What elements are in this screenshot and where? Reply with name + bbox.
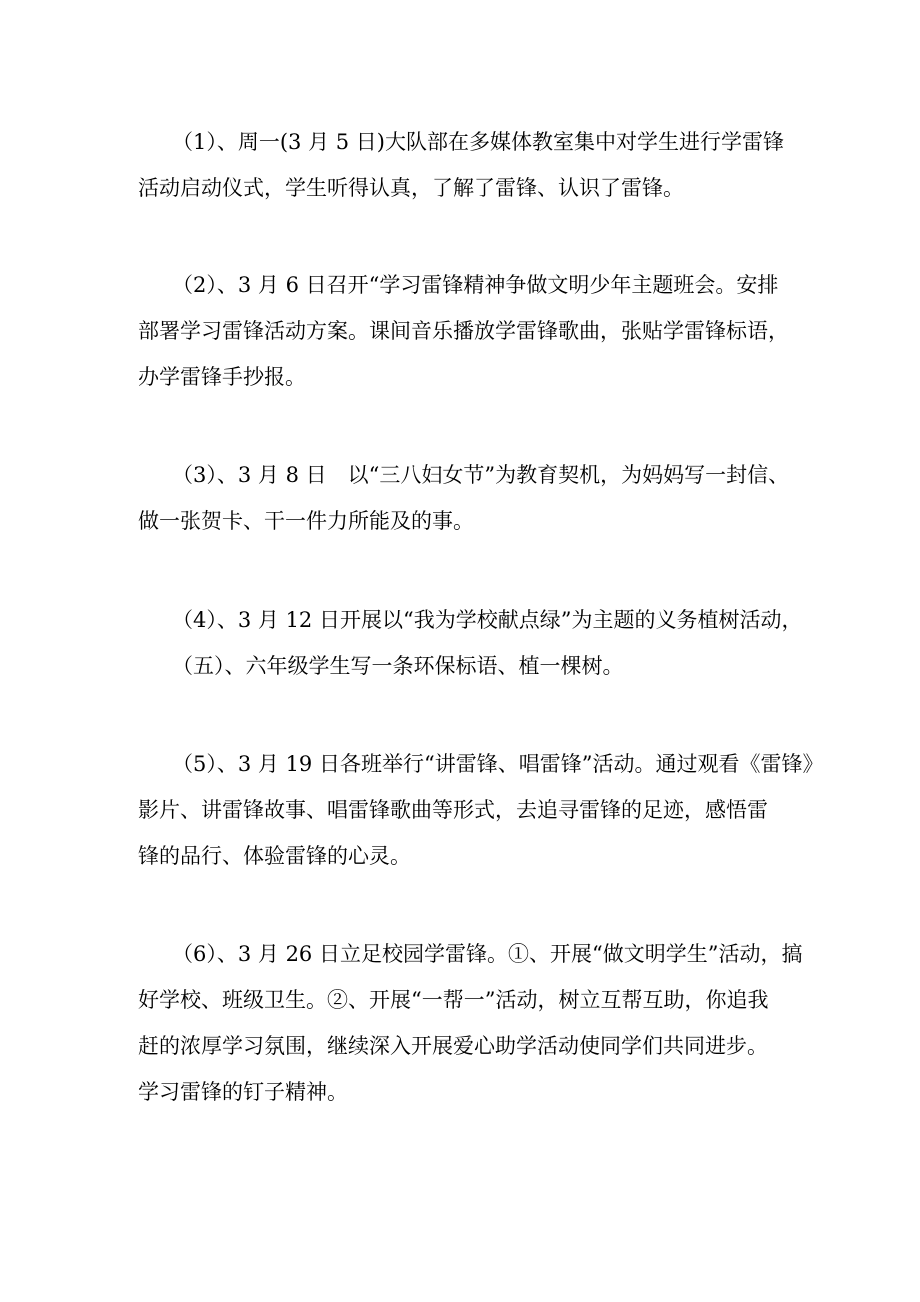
paragraph-line: 影片、讲雷锋故事、唱雷锋歌曲等形式，去追寻雷锋的足迹，感悟雷 <box>138 798 768 822</box>
paragraph-4 <box>138 597 803 689</box>
paragraph-line: 部署学习雷锋活动方案。课间音乐播放学雷锋歌曲，张贴学雷锋标语， <box>138 319 789 343</box>
paragraph-line: （4）、3 月 12 日开展以“我为学校献点绿”为主题的义务植树活动， <box>172 608 803 632</box>
paragraph-line: （5）、3 月 19 日各班举行“讲雷锋、唱雷锋”活动。通过观看《雷锋》 <box>172 752 824 776</box>
paragraph-line: 赶的浓厚学习氛围，继续深入开展爱心助学活动使同学们共同进步。 <box>138 1034 768 1058</box>
paragraph-line: 做一张贺卡、干一件力所能及的事。 <box>138 509 474 533</box>
paragraph-line: （2）、3 月 6 日召开“学习雷锋精神争做文明少年主题班会。安排 <box>172 273 779 297</box>
paragraph-3 <box>138 452 788 544</box>
paragraph-line: 好学校、班级卫生。②、开展“一帮一”活动，树立互帮互助，你追我 <box>138 988 769 1012</box>
paragraph-line: 学习雷锋的钉子精神。 <box>138 1080 348 1104</box>
paragraph-line: 办学雷锋手抄报。 <box>138 365 306 389</box>
paragraph-5 <box>138 741 824 879</box>
paragraph-line: （1）、周一(3 月 5 日)大队部在多媒体教室集中对学生进行学雷锋 <box>172 130 784 154</box>
paragraph-line: （3）、3 月 8 日 以“三八妇女节”为教育契机，为妈妈写一封信、 <box>172 463 790 487</box>
paragraph-line: （6）、3 月 26 日立足校园学雷锋。①、开展“做文明学生”活动，搞 <box>172 942 803 966</box>
paragraph-line: （五）、六年级学生写一条环保标语、植一棵树。 <box>172 654 624 678</box>
paragraph-line: 活动启动仪式，学生听得认真，了解了雷锋、认识了雷锋。 <box>138 176 684 200</box>
paragraph-line: 锋的品行、体验雷锋的心灵。 <box>138 844 411 868</box>
paragraph-2 <box>138 262 788 400</box>
paragraph-6 <box>138 931 803 1115</box>
paragraph-1 <box>138 119 788 211</box>
